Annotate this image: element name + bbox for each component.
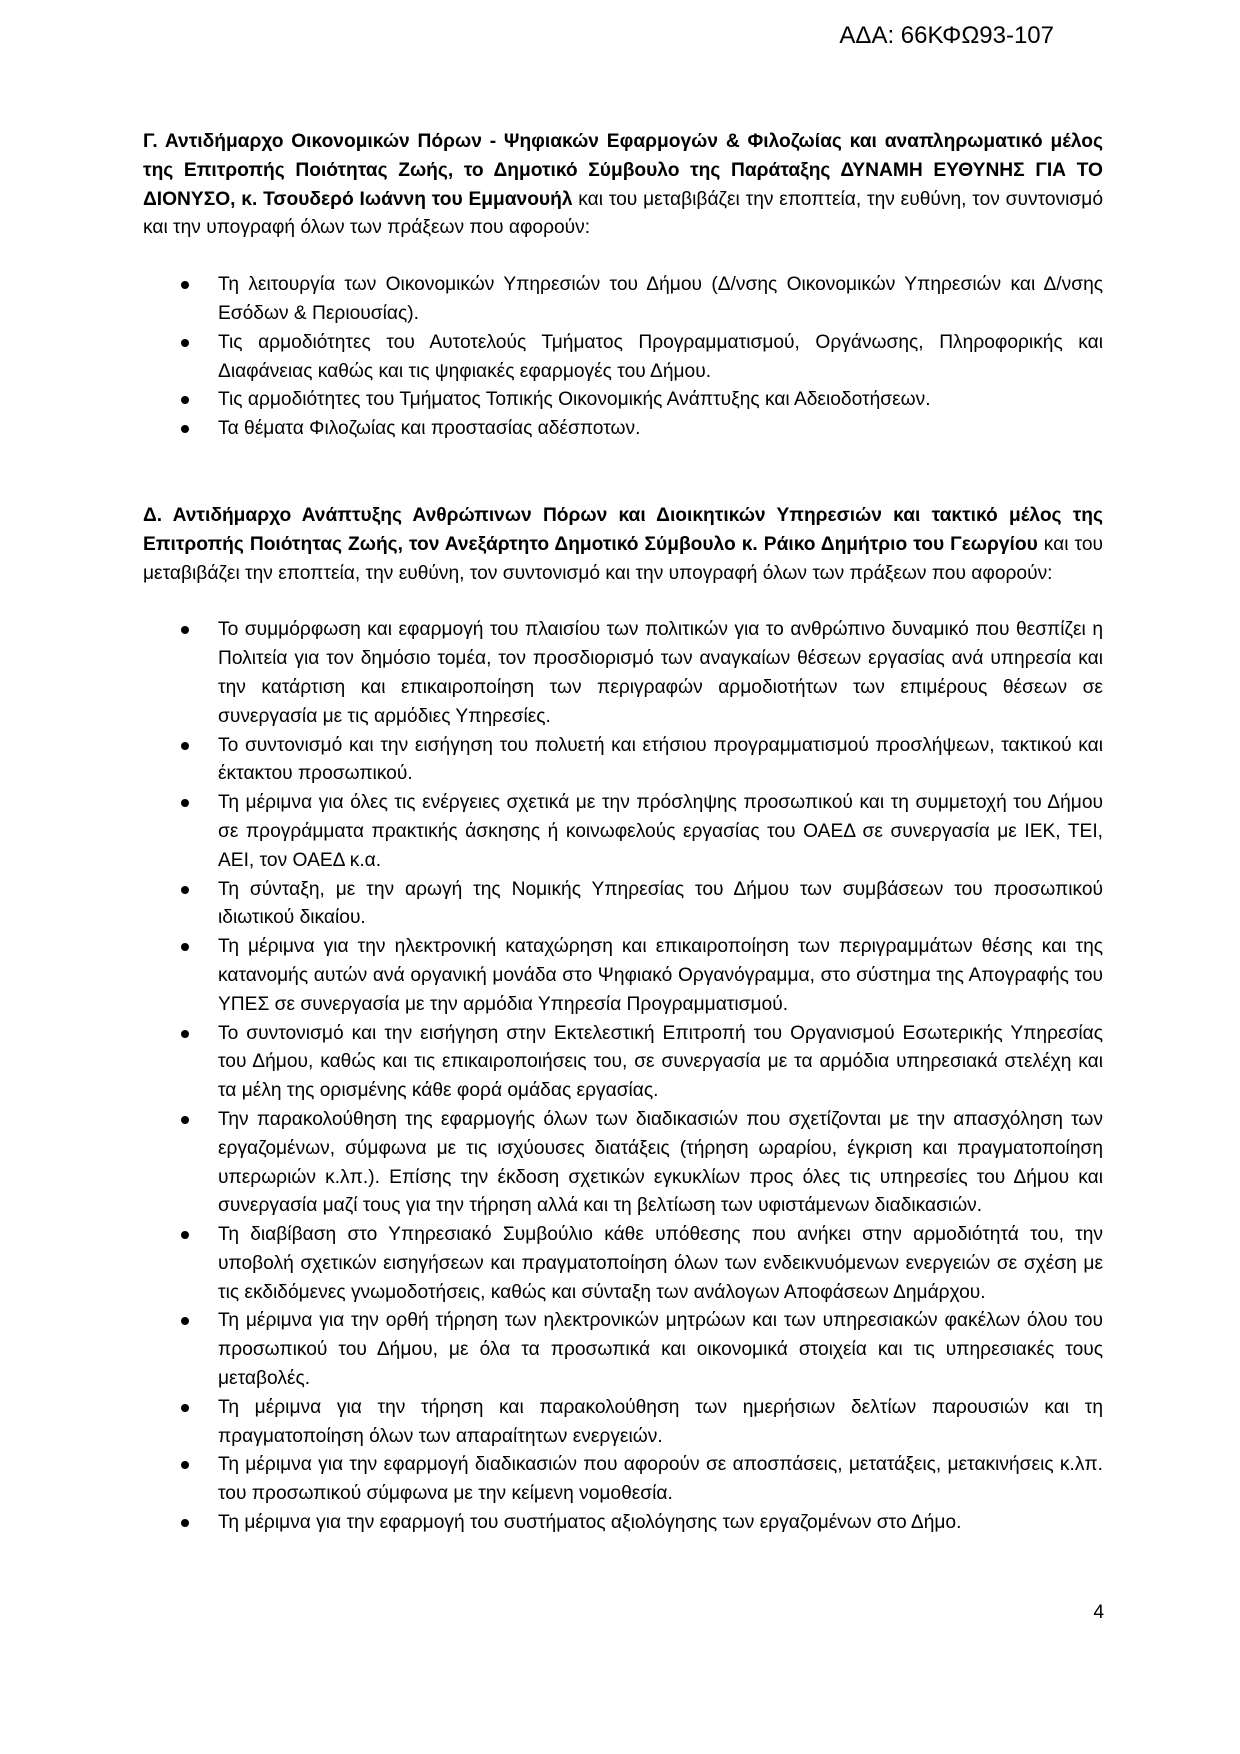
- list-item-text: Την παρακολούθηση της εφαρμογής όλων των διαδικασιών που σχετίζονται με την απασχόληση των εργαζομένων, σύμφωνα με τις ισχύουσες διατάξεις (τήρηση ωραρίου, έγκριση και πραγματοποίηση υπερωριών κ.λπ.). Επίσης την έκδοση σχετικών εγκυκλίων προς όλες τις υπηρεσίες του Δήμου και συνεργασία μαζί τους για την τήρηση αλλά και τη βελτίωση των υφιστάμενων διαδικασιών.: [218, 1108, 1103, 1217]
- bullet-icon: [181, 799, 189, 807]
- bullet-icon: [181, 886, 189, 894]
- list-item: [143, 386, 1103, 415]
- section-d-intro: [143, 502, 1103, 588]
- list-item: [143, 1106, 1103, 1221]
- bullet-icon: [181, 626, 189, 634]
- list-item: [143, 933, 1103, 1019]
- list-item-text: Τις αρμοδιότητες του Αυτοτελούς Τμήματος Προγραμματισμού, Οργάνωσης, Πληροφορικής και Διαφάνειας καθώς και τις ψηφιακές εφαρμογές του Δήμου.: [218, 331, 1103, 382]
- ada-code: ΑΔΑ: 66ΚΦΩ93-107: [839, 22, 1054, 49]
- list-item: [143, 1451, 1103, 1509]
- list-item-text: Τη μέριμνα για όλες τις ενέργειες σχετικά με την πρόσληψης προσωπικού και τη συμμετοχή του Δήμου σε προγράμματα πρακτικής άσκησης ή κοινωφελούς εργασίας του ΟΑΕΔ σε συνεργασία με ΙΕΚ, ΤΕΙ, ΑΕΙ, τον ΟΑΕΔ κ.α.: [218, 792, 1103, 871]
- section-g-bold: Γ. Αντιδήμαρχο Οικονομικών Πόρων - Ψηφιακών Εφαρμογών & Φιλοζωίας και αναπληρωματικό μέλος της Επιτροπής Ποιότητας Ζωής, το Δημοτικό Σύμβουλο της Παράταξης ΔΥΝΑΜΗ ΕΥΘΥΝΗΣ ΓΙΑ ΤΟ ΔΙΟΝΥΣΟ, κ. Τσουδερό Ιωάννη του Εμμανουήλ: [143, 131, 1103, 210]
- list-item-text: Τη λειτουργία των Οικονομικών Υπηρεσιών του Δήμου (Δ/νσης Οικονομικών Υπηρεσιών και Δ/νσης Εσόδων & Περιουσίας).: [218, 274, 1103, 324]
- document-body: [143, 128, 1103, 1538]
- list-item-text: Τη μέριμνα για την ηλεκτρονική καταχώρηση και επικαιροποίηση των περιγραμμάτων θέσης και της κατανομής αυτών ανά οργανική μονάδα στο Ψηφιακό Οργανόγραμμα, στο σύστημα της Απογραφής του ΥΠΕΣ σε συνεργασία με την αρμόδια Υπηρεσία Προγραμματισμού.: [218, 936, 1103, 1015]
- list-item-text: Τη μέριμνα για την ορθή τήρηση των ηλεκτρονικών μητρώων και των υπηρεσιακών φακέλων όλου του προσωπικού του Δήμου, με όλα τα προσωπικά και οικονομικά στοιχεία και τις υπηρεσιακές τους μεταβολές.: [218, 1310, 1103, 1390]
- section-g-text: και του μεταβιβάζει την εποπτεία, την ευθύνη, τον συντονισμό και την υπογραφή όλων των πράξεων που αφορούν:: [143, 188, 1103, 239]
- bullet-icon: [181, 1404, 189, 1412]
- bullet-icon: [181, 1519, 189, 1527]
- list-item: [143, 1509, 1103, 1538]
- list-item: [143, 1221, 1103, 1307]
- list-item-text: Τη μέριμνα για την τήρηση και παρακολούθηση των ημερήσιων δελτίων παρουσιών και τη πραγματοποίηση όλων των απαραίτητων ενεργειών.: [218, 1396, 1103, 1447]
- section-d-list: [143, 616, 1103, 1538]
- list-item-text: Το συντονισμό και την εισήγηση στην Εκτελεστική Επιτροπή του Οργανισμού Εσωτερικής Υπηρεσίας του Δήμου, καθώς και τις επικαιροποιήσεις του, σε συνεργασία με τα αρμόδια υπηρεσιακά στελέχη και τα μέλη της ορισμένης κάθε φορά ομάδας εργασίας.: [218, 1022, 1103, 1102]
- list-item-text: Τη σύνταξη, με την αρωγή της Νομικής Υπηρεσίας του Δήμου των συμβάσεων του προσωπικού ιδιωτικού δικαίου.: [218, 878, 1103, 929]
- bullet-icon: [181, 1317, 189, 1325]
- list-item: [143, 732, 1103, 790]
- bullet-icon: [181, 281, 189, 289]
- list-item-text: Το συμμόρφωση και εφαρμογή του πλαισίου των πολιτικών για το ανθρώπινο δυναμικό που θεσπίζει η Πολιτεία για τον δημόσιο τομέα, τον προσδιορισμό των αναγκαίων θέσεων εργασίας ανά υπηρεσία και την κατάρτιση και επικαιροποίηση των περιγραφών αρμοδιοτήτων των επιμέρους θέσεων σε συνεργασία με τις αρμόδιες Υπηρεσίες.: [218, 619, 1103, 727]
- bullet-icon: [181, 396, 189, 404]
- section-d-bold: Δ. Αντιδήμαρχο Ανάπτυξης Ανθρώπινων Πόρων και Διοικητικών Υπηρεσιών και τακτικό μέλος της Επιτροπής Ποιότητας Ζωής, τον Ανεξάρτητο Δημοτικό Σύμβουλο κ. Ράικο Δημήτριο του Γεωργίου: [143, 504, 1103, 555]
- list-item-text: Τα θέματα Φιλοζωίας και προστασίας αδέσποτων.: [218, 418, 641, 440]
- list-item: [143, 329, 1103, 387]
- list-item-text: Το συντονισμό και την εισήγηση του πολυετή και ετήσιου προγραμματισμού προσλήψεων, τακτικού και έκτακτου προσωπικού.: [218, 734, 1103, 785]
- list-item: [143, 616, 1103, 731]
- bullet-icon: [181, 943, 189, 951]
- bullet-icon: [181, 1116, 189, 1124]
- list-item: [143, 1394, 1103, 1452]
- bullet-icon: [181, 742, 189, 750]
- list-item: [143, 271, 1103, 329]
- list-item: [143, 1307, 1103, 1393]
- section-g-list: [143, 271, 1103, 444]
- bullet-icon: [181, 425, 189, 433]
- list-item-text: Τη μέριμνα για την εφαρμογή του συστήματος αξιολόγησης των εργαζομένων στο Δήμο.: [218, 1512, 962, 1534]
- list-item: [143, 415, 1103, 444]
- list-item: [143, 789, 1103, 875]
- bullet-icon: [181, 1030, 189, 1038]
- section-d-text: και του μεταβιβάζει την εποπτεία, την ευθύνη, τον συντονισμό και την υπογραφή όλων των πράξεων που αφορούν:: [143, 533, 1103, 584]
- list-item: [143, 1020, 1103, 1106]
- bullet-icon: [181, 1461, 189, 1469]
- list-item-text: Τις αρμοδιότητες του Τμήματος Τοπικής Οικονομικής Ανάπτυξης και Αδειοδοτήσεων.: [218, 389, 931, 411]
- page-number: 4: [1093, 1602, 1104, 1623]
- list-item-text: Τη μέριμνα για την εφαρμογή διαδικασιών που αφορούν σε αποσπάσεις, μετατάξεις, μετακινήσεις κ.λπ. του προσωπικού σύμφωνα με την κείμενη νομοθεσία.: [218, 1454, 1103, 1505]
- section-g-intro: [143, 128, 1103, 243]
- list-item: [143, 876, 1103, 934]
- bullet-icon: [181, 339, 189, 347]
- bullet-icon: [181, 1231, 189, 1239]
- list-item-text: Τη διαβίβαση στο Υπηρεσιακό Συμβούλιο κάθε υπόθεσης που ανήκει στην αρμοδιότητά του, την υποβολή σχετικών εισηγήσεων και πραγματοποίηση όλων των ενδεικνυόμενων ενεργειών σε σχέση με τις εκδιδόμενες γνωμοδοτήσεις, καθώς και σύνταξη των ανάλογων Αποφάσεων Δημάρχου.: [218, 1224, 1103, 1303]
